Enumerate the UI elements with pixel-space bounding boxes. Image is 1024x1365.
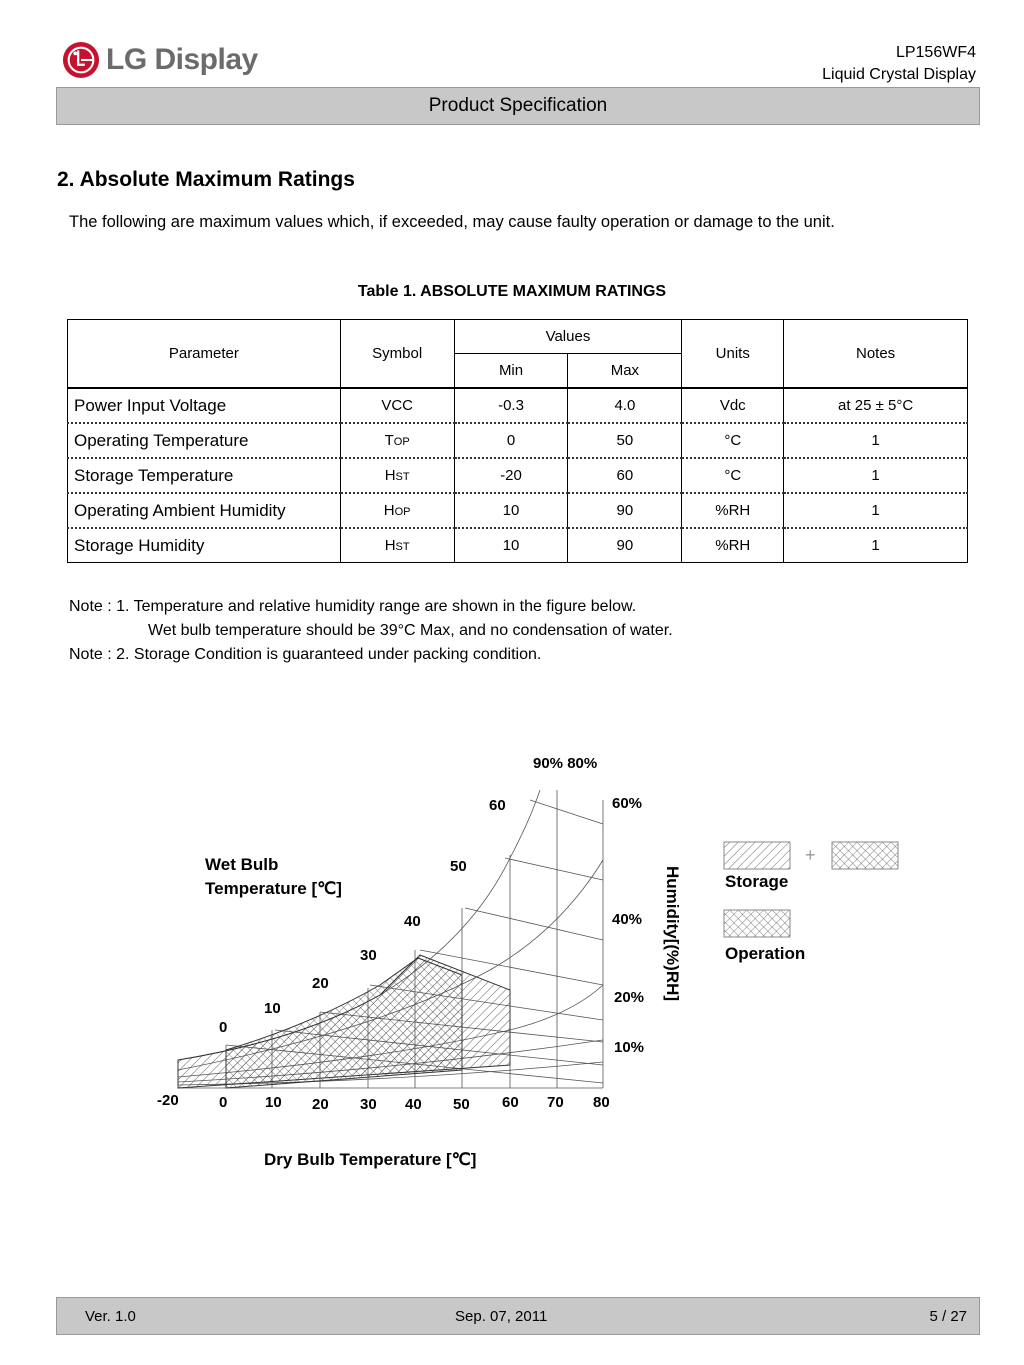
lg-display-logo xyxy=(62,38,258,82)
header-symbol: Symbol xyxy=(340,320,454,389)
header-max: Max xyxy=(568,354,682,389)
dry-tick: 10 xyxy=(265,1094,282,1111)
header-values: Values xyxy=(454,320,682,354)
legend-storage-swatch-2 xyxy=(832,842,898,869)
operation-region xyxy=(226,958,462,1088)
cell-notes: 1 xyxy=(784,528,968,563)
symbol-main: VCC xyxy=(381,397,413,414)
cell-units: %RH xyxy=(682,528,784,563)
dry-tick: 80 xyxy=(593,1094,610,1111)
wet-tick: 20 xyxy=(312,975,329,992)
cell-max: 60 xyxy=(568,458,682,493)
humidity-tick: 40% xyxy=(612,911,643,928)
wet-tick: 10 xyxy=(264,1000,281,1017)
cell-units: Vdc xyxy=(682,388,784,423)
cell-symbol xyxy=(340,528,454,563)
cell-notes: 1 xyxy=(784,493,968,528)
cell-notes: at 25 ± 5°C xyxy=(784,388,968,423)
document-header-info xyxy=(822,42,976,86)
table-notes xyxy=(69,595,673,667)
symbol-main: H xyxy=(384,537,396,554)
cell-symbol xyxy=(340,458,454,493)
footer-date: Sep. 07, 2011 xyxy=(455,1308,548,1325)
cell-max: 4.0 xyxy=(568,388,682,423)
header-parameter: Parameter xyxy=(68,320,341,389)
dry-tick: 60 xyxy=(502,1094,519,1111)
symbol-sub: ST xyxy=(395,541,410,553)
cell-max: 90 xyxy=(568,528,682,563)
humidity-tick: 60% xyxy=(612,795,643,812)
dry-tick: -20 xyxy=(157,1092,179,1109)
cell-parameter: Power Input Voltage xyxy=(68,388,341,423)
model-number: LP156WF4 xyxy=(895,44,976,61)
dry-tick: 70 xyxy=(547,1094,564,1111)
cell-notes: 1 xyxy=(784,458,968,493)
cell-units: %RH xyxy=(682,493,784,528)
symbol-sub: OP xyxy=(393,436,410,448)
wet-tick: 30 xyxy=(360,947,377,964)
header-notes: Notes xyxy=(784,320,968,389)
cell-min: 0 xyxy=(454,423,568,458)
humidity-axis-label: Humidity[(%)RH] xyxy=(663,866,682,1002)
absolute-maximum-ratings-table xyxy=(67,319,968,563)
cell-min: -20 xyxy=(454,458,568,493)
dry-tick: 50 xyxy=(453,1096,470,1113)
symbol-sub: ST xyxy=(395,471,410,483)
product-spec-banner xyxy=(56,87,980,125)
cell-units: °C xyxy=(682,458,784,493)
cell-parameter: Storage Humidity xyxy=(68,528,341,563)
cell-parameter: Storage Temperature xyxy=(68,458,341,493)
dry-bulb-axis-label: Dry Bulb Temperature [℃] xyxy=(264,1150,477,1169)
note-1: Note : 1. Temperature and relative humidity range are shown in the figure below. xyxy=(69,598,637,615)
table-caption: Table 1. ABSOLUTE MAXIMUM RATINGS xyxy=(357,283,667,300)
table-row xyxy=(68,423,968,458)
section-title: 2. Absolute Maximum Ratings xyxy=(57,168,355,191)
header-min: Min xyxy=(454,354,568,389)
wet-tick: 60 xyxy=(489,797,506,814)
logo-text: LG Display xyxy=(106,43,258,76)
symbol-main: H xyxy=(383,502,395,519)
dry-tick: 20 xyxy=(312,1096,329,1113)
cell-symbol xyxy=(340,493,454,528)
legend-storage-swatch xyxy=(724,842,790,869)
cell-symbol xyxy=(340,423,454,458)
cell-max: 50 xyxy=(568,423,682,458)
symbol-main: H xyxy=(384,467,396,484)
dry-tick: 30 xyxy=(360,1096,377,1113)
cell-min: 10 xyxy=(454,493,568,528)
cell-notes: 1 xyxy=(784,423,968,458)
wet-tick: 50 xyxy=(450,858,467,875)
legend-plus: + xyxy=(805,845,816,865)
note-2: Note : 2. Storage Condition is guaranteed under packing condition. xyxy=(69,646,542,663)
banner-title: Product Specification xyxy=(428,95,608,116)
temperature-humidity-chart xyxy=(0,740,1024,1190)
legend-operation-label: Operation xyxy=(725,944,806,963)
humidity-top-label: 90% 80% xyxy=(533,755,598,772)
footer-page-number: 5 / 27 xyxy=(929,1308,967,1325)
wet-bulb-label-line1: Wet Bulb xyxy=(205,855,279,874)
dry-tick: 0 xyxy=(219,1094,228,1111)
table-row xyxy=(68,458,968,493)
table-row xyxy=(68,493,968,528)
humidity-tick: 10% xyxy=(614,1039,645,1056)
page-footer xyxy=(56,1297,980,1335)
humidity-tick: 20% xyxy=(614,989,645,1006)
legend-operation-swatch xyxy=(724,910,790,937)
cell-parameter: Operating Temperature xyxy=(68,423,341,458)
cell-min: -0.3 xyxy=(454,388,568,423)
cell-min: 10 xyxy=(454,528,568,563)
note-1-continued: Wet bulb temperature should be 39°C Max, and no condensation of water. xyxy=(148,622,673,639)
table-row xyxy=(68,528,968,563)
wet-tick: 0 xyxy=(219,1019,228,1036)
wet-bulb-label-line2: Temperature [℃] xyxy=(205,879,342,898)
symbol-main: T xyxy=(384,432,394,449)
wet-tick: 40 xyxy=(404,913,421,930)
symbol-sub: OP xyxy=(394,506,411,518)
legend-storage-label: Storage xyxy=(725,872,789,891)
cell-parameter: Operating Ambient Humidity xyxy=(68,493,341,528)
section-intro: The following are maximum values which, if exceeded, may cause faulty operation or damage to the unit. xyxy=(69,213,835,231)
dry-tick: 40 xyxy=(405,1096,422,1113)
table-row xyxy=(68,388,968,423)
cell-units: °C xyxy=(682,423,784,458)
header-units: Units xyxy=(682,320,784,389)
cell-symbol xyxy=(340,388,454,423)
product-type: Liquid Crystal Display xyxy=(822,66,976,83)
lg-logo-icon xyxy=(62,41,100,79)
footer-version: Ver. 1.0 xyxy=(85,1308,136,1325)
cell-max: 90 xyxy=(568,493,682,528)
